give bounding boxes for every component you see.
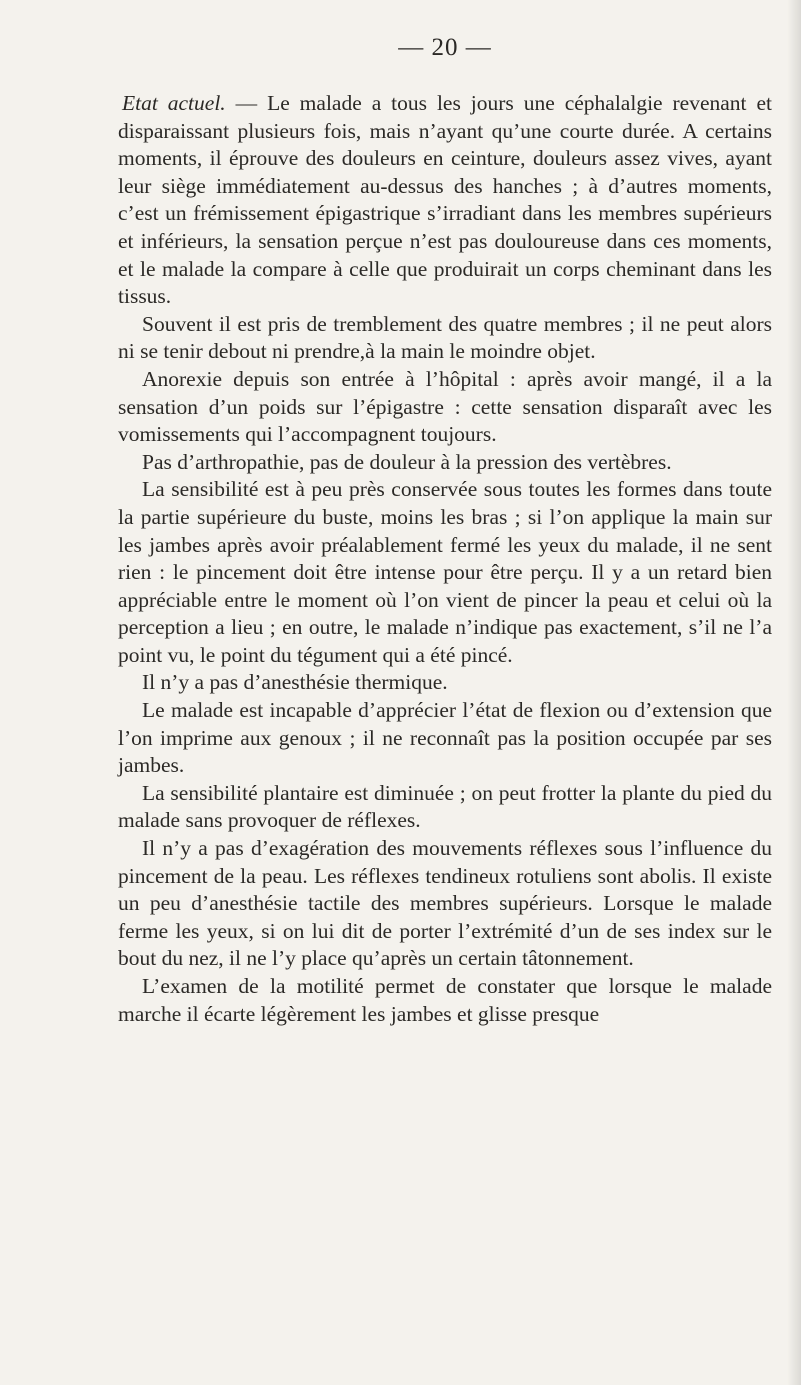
paragraph-flexion: Le malade est incapable d’apprécier l’état de flexion ou d’extension que l’on imprime aux genoux ; il ne reconnaît pas la position occupée par ses jambes. bbox=[118, 698, 772, 778]
paragraph-reflexes: Il n’y a pas d’exagération des mouvements réflexes sous l’influence du pincement de la peau. Les réflexes tendineux rotuliens sont abolis. Il existe un peu d’anesthésie tactile des membres supérieurs. Lorsque le malade ferme les yeux, si on lui dit de porter l’extrémité d’un de ses index sur le bout du nez, il ne l’y place qu’après un certain tâtonnement. bbox=[118, 836, 772, 971]
paragraph-anorexie: Anorexie depuis son entrée à l’hôpital : après avoir mangé, il a la sensation d’un poids sur l’épigastre : cette sensation disparaît avec les vomissements qui l’accompagnent toujours. bbox=[118, 366, 772, 447]
document-page bbox=[118, 34, 772, 1028]
paragraph-tremblement: Souvent il est pris de tremblement des quatre membres ; il ne peut alors ni se tenir debout ni prendre,à la main le moindre objet. bbox=[118, 311, 772, 364]
paragraph-sensibilite-plantaire: La sensibilité plantaire est diminuée ; on peut frotter la plante du pied du malade sans provoquer de réflexes. bbox=[118, 780, 772, 833]
paragraph-text: — Le malade a tous les jours une céphalalgie revenant et disparaissant plusieurs fois, mais n’ayant qu’une courte durée. A certains moments, il éprouve des douleurs en ceinture, douleurs assez vives, ayant leur siège immédiatement au-dessus des hanches ; à d’autres moments, c’est un frémissement épigastrique s’irradiant dans les membres supérieurs et inférieurs, la sensation perçue n’est pas douloureuse dans ces moments, et le malade la compare à celle que produirait un corps cheminant dans les tissus. bbox=[118, 91, 772, 309]
paragraph-motilite: L’examen de la motilité permet de constater que lorsque le malade marche il écarte légèrement les jambes et glisse presque bbox=[118, 974, 772, 1026]
paragraph-etat-actuel bbox=[118, 90, 772, 311]
paragraph-sensibilite: La sensibilité est à peu près conservée sous toutes les formes dans toute la partie supérieure du buste, moins les bras ; si l’on applique la main sur les jambes après avoir préalablement fermé les yeux du malade, il ne sent rien : le pincement doit être intense pour être perçu. Il y a un retard bien appréciable entre le moment où l’on vient de pincer la peau et celui où la perception a lieu ; en outre, le malade n’indique pas exactement, s’il ne l’a point vu, le point du tégument qui a été pincé. bbox=[118, 477, 772, 667]
page-number: — 20 — bbox=[398, 34, 492, 61]
page-edge-shadow bbox=[787, 0, 801, 1385]
paragraph-anesthesie-thermique: Il n’y a pas d’anesthésie thermique. bbox=[142, 670, 448, 695]
section-heading-etat-actuel: Etat actuel. bbox=[122, 91, 226, 115]
paragraph-arthropathie: Pas d’arthropathie, pas de douleur à la pression des vertèbres. bbox=[142, 449, 672, 474]
